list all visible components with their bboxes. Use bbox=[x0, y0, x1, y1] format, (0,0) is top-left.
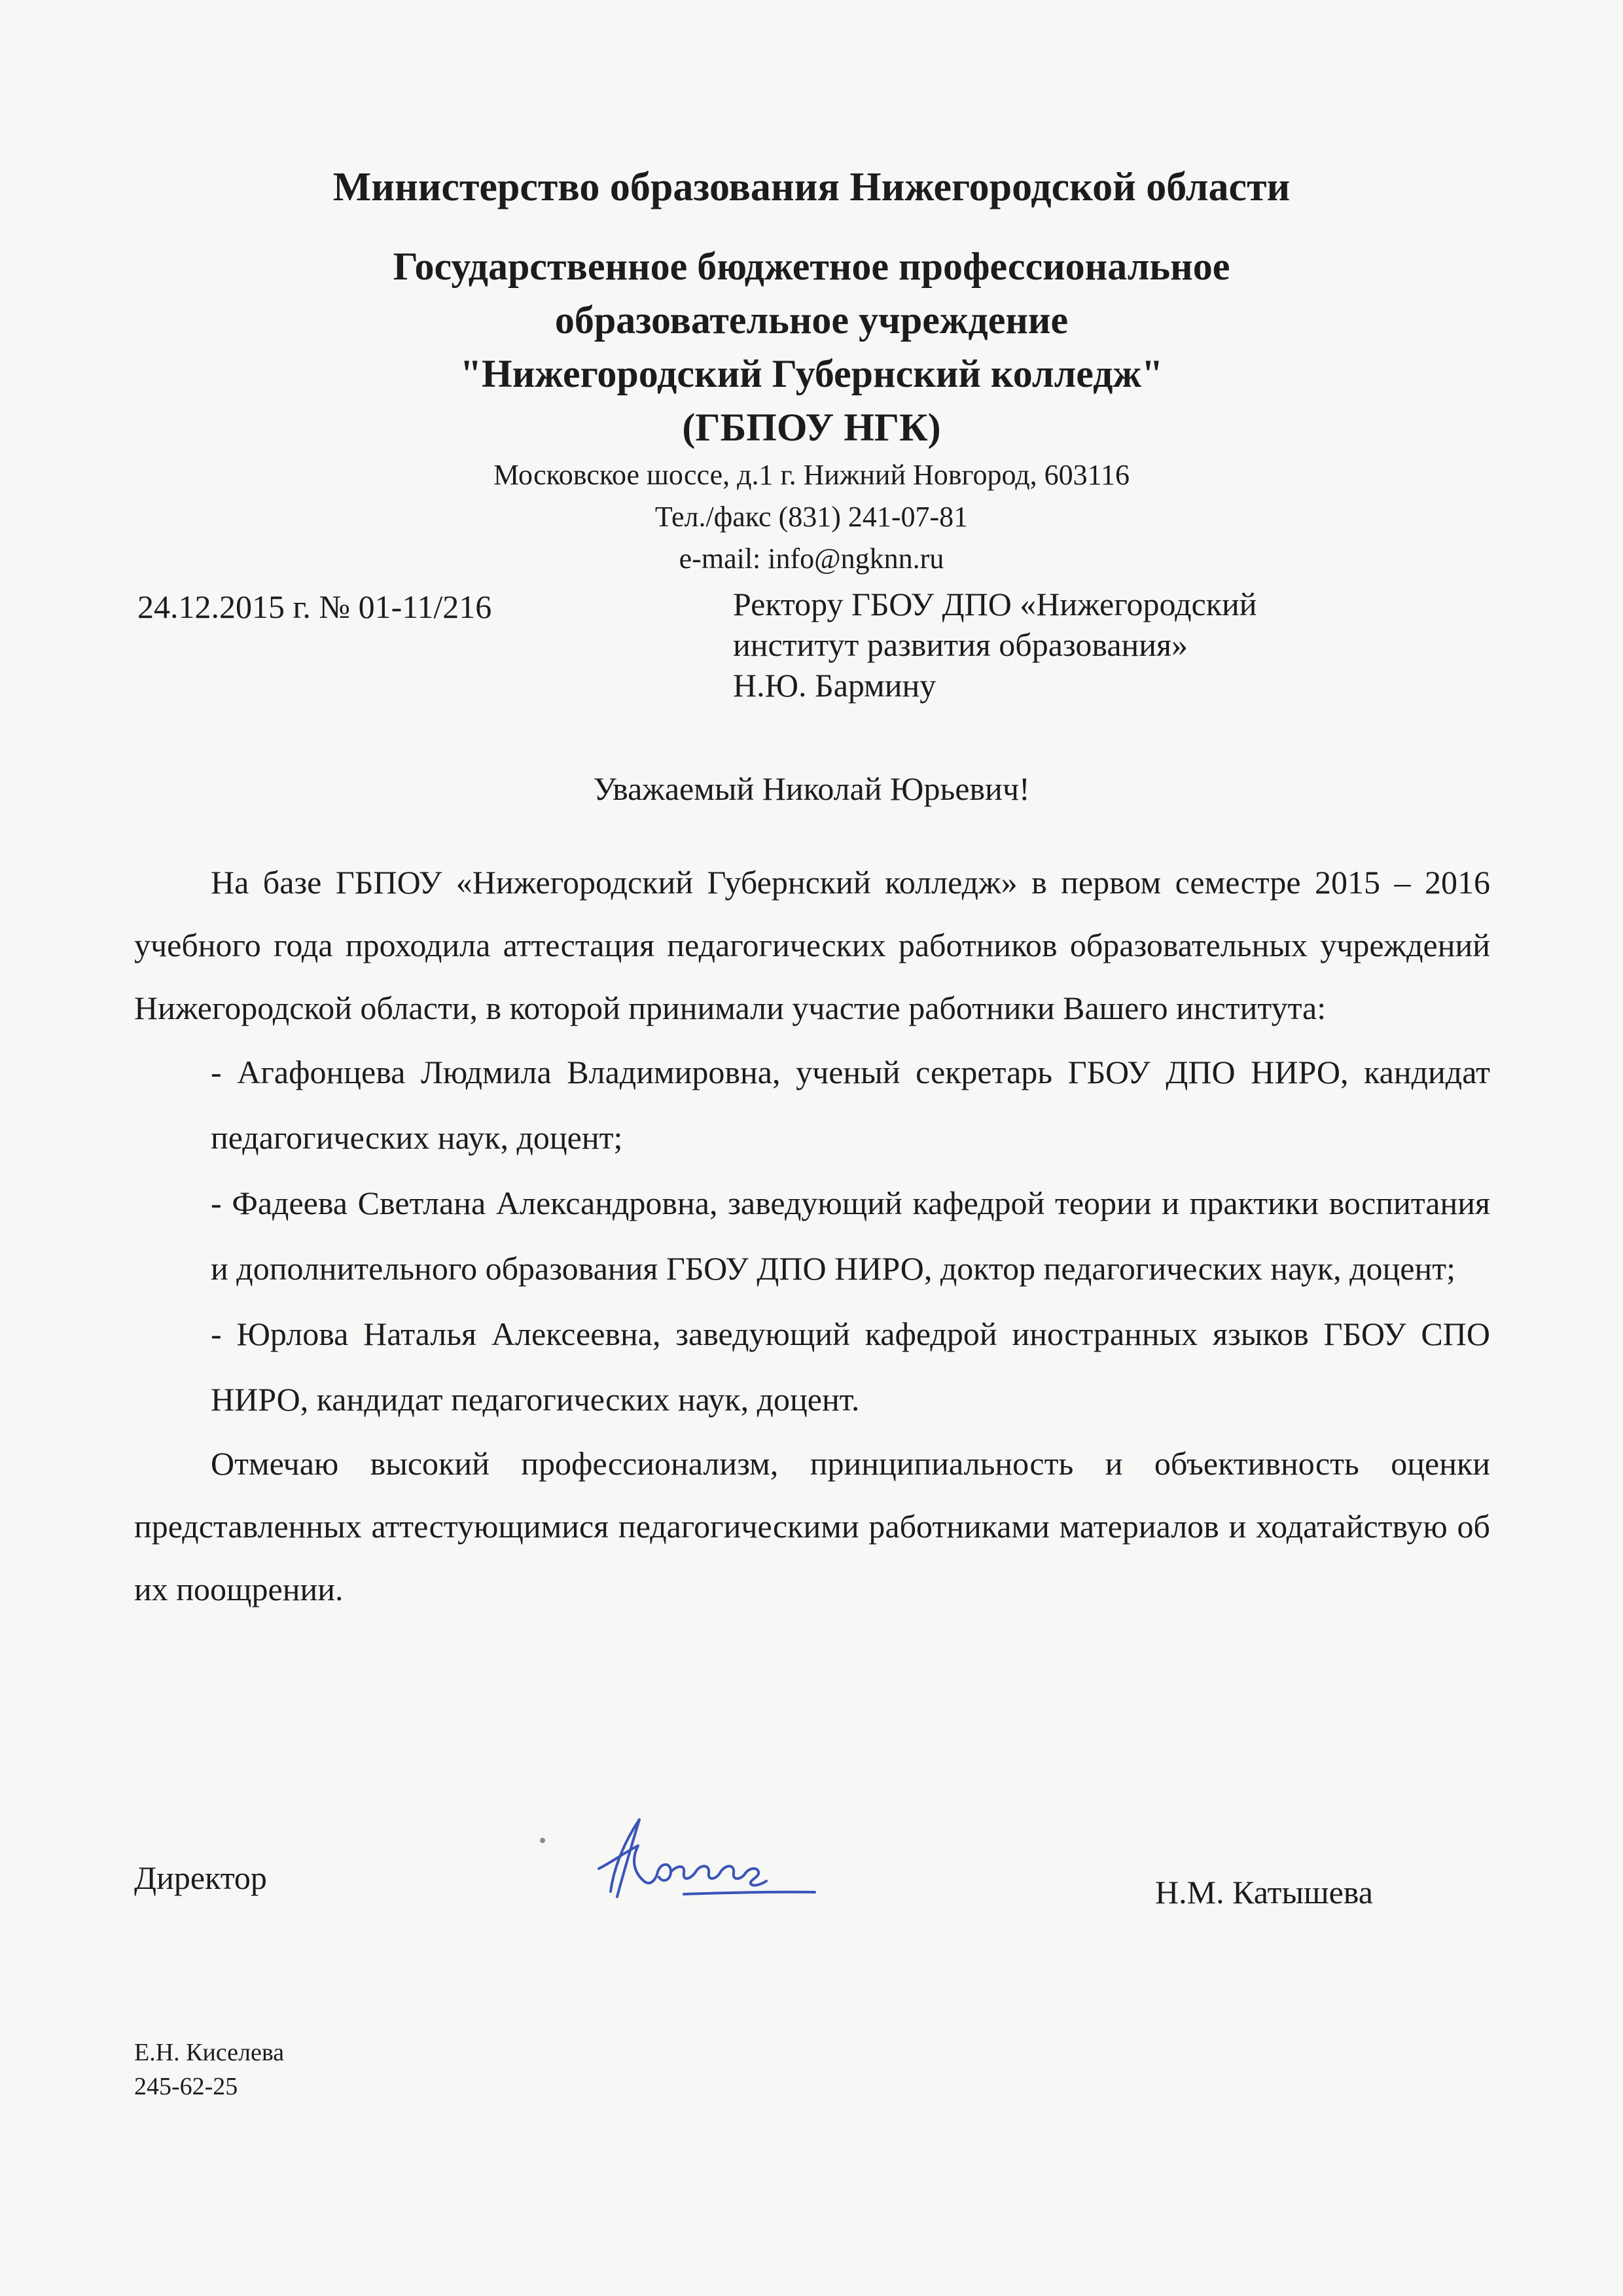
org-line-4: (ГБПОУ НГК) bbox=[682, 406, 941, 449]
addressee-block bbox=[733, 584, 1257, 706]
stamp-dot bbox=[540, 1838, 545, 1843]
outgoing-reference: 24.12.2015 г. № 01-11/216 bbox=[137, 588, 492, 625]
org-line-2: образовательное учреждение bbox=[554, 298, 1069, 342]
addressee-line-1: Ректору ГБОУ ДПО «Нижегородский bbox=[733, 586, 1257, 622]
executor-block bbox=[134, 2036, 284, 2104]
org-address: Московское шоссе, д.1 г. Нижний Новгород, 603116 bbox=[493, 459, 1130, 491]
org-email: e-mail: info@ngknn.ru bbox=[679, 543, 944, 575]
org-contacts bbox=[131, 454, 1492, 580]
addressee-line-3: Н.Ю. Бармину bbox=[733, 667, 936, 704]
letter-body bbox=[134, 851, 1490, 1621]
org-line-1: Государственное бюджетное профессиональное bbox=[393, 245, 1230, 288]
closing-paragraph: Отмечаю высокий профессионализм, принципиальность и объективность оценки представленных аттестующимися педагогическими работниками материалов и ходатайствую об их поощрении. bbox=[134, 1445, 1490, 1607]
greeting: Уважаемый Николай Юрьевич! bbox=[593, 770, 1030, 807]
ministry-title: Министерство образования Нижегородской области bbox=[332, 165, 1291, 209]
signatory-title: Директор bbox=[134, 1859, 267, 1896]
letterhead bbox=[131, 157, 1492, 580]
intro-paragraph: На базе ГБПОУ «Нижегородский Губернский колледж» в первом семестре 2015 – 2016 учебного года проходила аттестация педагогических работников образовательных учреждений Нижегородской области, в которой принимали участие работники Вашего института: bbox=[134, 864, 1490, 1026]
handwritten-signature bbox=[586, 1806, 821, 1918]
executor-name: Е.Н. Киселева bbox=[134, 2039, 285, 2066]
organization-name bbox=[131, 240, 1492, 454]
addressee-line-2: институт развития образования» bbox=[733, 626, 1188, 663]
list-item-3: - Юрлова Наталья Алексеевна, заведующий кафедрой иностранных языков ГБОУ СПО НИРО, кандидат педагогических наук, доцент. bbox=[211, 1316, 1490, 1418]
signatory-name: Н.М. Катышева bbox=[1155, 1874, 1373, 1910]
list-item-2: - Фадеева Светлана Александровна, заведующий кафедрой теории и практики воспитания и дополнительного образования ГБОУ ДПО НИРО, доктор педагогических наук, доцент; bbox=[211, 1185, 1490, 1287]
org-phone: Тел./факс (831) 241-07-81 bbox=[654, 501, 969, 533]
executor-phone: 245-62-25 bbox=[134, 2073, 238, 2100]
org-line-3: "Нижегородский Губернский колледж" bbox=[459, 352, 1164, 395]
list-item-1: - Агафонцева Людмила Владимировна, ученый секретарь ГБОУ ДПО НИРО, кандидат педагогических наук, доцент; bbox=[211, 1054, 1490, 1156]
